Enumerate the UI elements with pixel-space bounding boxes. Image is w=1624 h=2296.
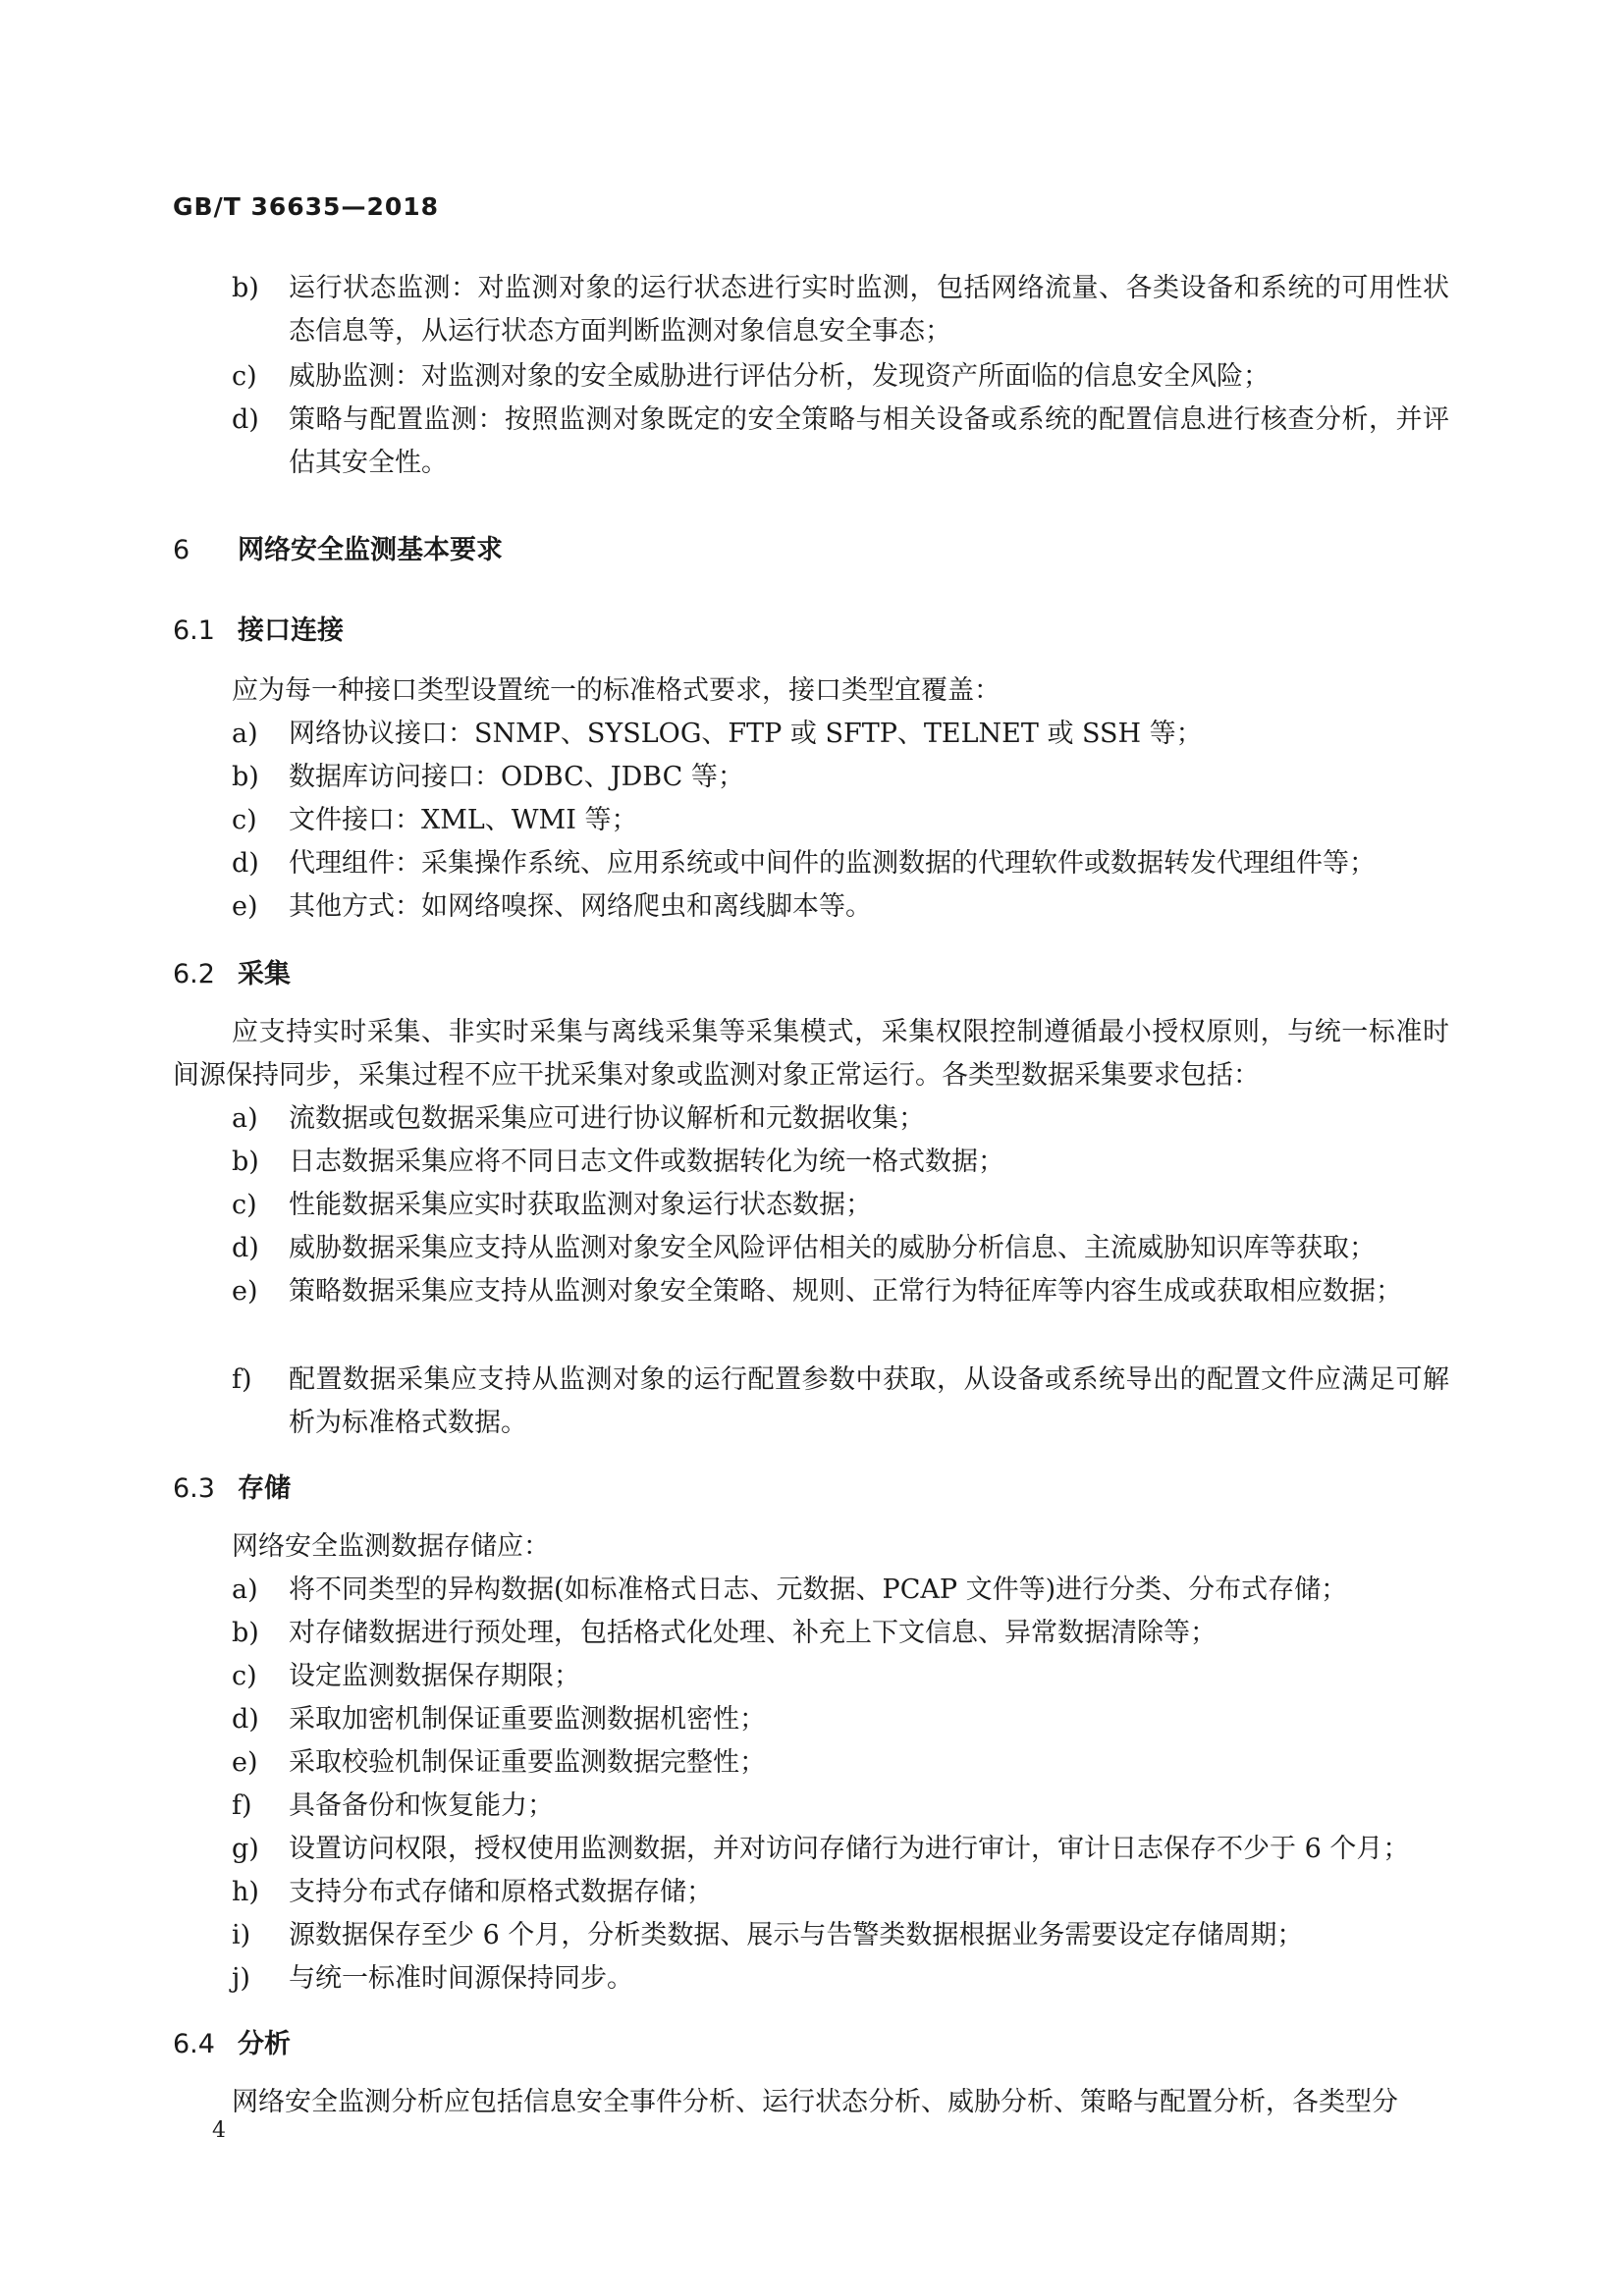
item-text: 采取加密机制保证重要监测数据机密性； <box>289 1704 766 1735</box>
item-mark: d) <box>232 1704 259 1735</box>
item-mark: f) <box>232 1364 252 1395</box>
item-text: 其他方式：如网络嗅探、网络爬虫和离线脚本等。 <box>289 891 872 922</box>
list-item <box>232 1914 1449 1957</box>
item-text: 与统一标准时间源保持同步。 <box>289 1963 633 1994</box>
list-item <box>232 1612 1449 1655</box>
list-item <box>232 1655 1449 1698</box>
item-mark: g) <box>232 1834 259 1864</box>
list-item <box>232 1871 1449 1914</box>
item-mark: e) <box>232 1747 258 1778</box>
item-mark: c) <box>232 805 257 835</box>
section-title: 采集 <box>238 959 291 989</box>
subsection-heading <box>173 1467 291 1505</box>
item-mark: a) <box>232 1575 258 1605</box>
item-text: 设置访问权限，授权使用监测数据，并对访问存储行为进行审计，审计日志保存不少于 6 个月； <box>289 1834 1410 1864</box>
item-text: 配置数据采集应支持从监测对象的运行配置参数中获取，从设备或系统导出的配置文件应满足可解析为标准格式数据。 <box>289 1364 1449 1438</box>
list-item <box>232 1785 1449 1828</box>
subsection-heading <box>173 2022 291 2060</box>
item-mark: f) <box>232 1790 252 1821</box>
item-mark: c) <box>232 361 257 392</box>
section-title: 存储 <box>238 1473 291 1504</box>
list-item <box>232 399 1449 485</box>
item-text: 策略数据采集应支持从监测对象安全策略、规则、正常行为特征库等内容生成或获取相应数据； <box>289 1276 1402 1307</box>
section-number: 6.2 <box>173 959 215 989</box>
list-item <box>232 267 1449 353</box>
list-item <box>232 799 1449 842</box>
page-number: 4 <box>212 2118 226 2143</box>
item-mark: b) <box>232 762 259 792</box>
section-number: 6.1 <box>173 615 215 646</box>
item-mark: a) <box>232 719 258 749</box>
item-text: 源数据保存至少 6 个月，分析类数据、展示与告警类数据根据业务需要设定存储周期； <box>289 1920 1304 1950</box>
list-item <box>232 713 1449 756</box>
item-text: 设定监测数据保存期限； <box>289 1661 580 1691</box>
list-item <box>232 1957 1449 2001</box>
item-text: 代理组件：采集操作系统、应用系统或中间件的监测数据的代理软件或数据转发代理组件等； <box>289 848 1376 879</box>
list-item <box>232 1141 1449 1184</box>
paragraph: 网络安全监测数据存储应： <box>232 1531 550 1562</box>
item-mark: c) <box>232 1190 257 1220</box>
item-text: 具备备份和恢复能力； <box>289 1790 554 1821</box>
item-text: 对存储数据进行预处理，包括格式化处理、补充上下文信息、异常数据清除等； <box>289 1618 1217 1648</box>
item-mark: d) <box>232 1233 259 1263</box>
item-text: 日志数据采集应将不同日志文件或数据转化为统一格式数据； <box>289 1147 1004 1177</box>
item-mark: j) <box>232 1963 250 1994</box>
list-item <box>232 1828 1449 1871</box>
item-text: 采取校验机制保证重要监测数据完整性； <box>289 1747 766 1778</box>
section-heading <box>173 528 503 566</box>
item-text: 流数据或包数据采集应可进行协议解析和元数据收集； <box>289 1103 925 1134</box>
item-text: 将不同类型的异构数据(如标准格式日志、元数据、PCAP 文件等)进行分类、分布式存储； <box>289 1575 1348 1605</box>
item-mark: h) <box>232 1877 259 1907</box>
subsection-heading <box>173 952 291 990</box>
list-item <box>232 842 1449 885</box>
list-item <box>232 1270 1449 1313</box>
item-mark: d) <box>232 848 259 879</box>
list-item <box>232 1698 1449 1741</box>
section-number: 6.4 <box>173 2029 215 2059</box>
item-text: 威胁数据采集应支持从监测对象安全风险评估相关的威胁分析信息、主流威胁知识库等获取； <box>289 1233 1376 1263</box>
list-item <box>232 1741 1449 1785</box>
list-item <box>232 1184 1449 1227</box>
item-mark: b) <box>232 1147 259 1177</box>
item-text: 策略与配置监测：按照监测对象既定的安全策略与相关设备或系统的配置信息进行核查分析，并评估其安全性。 <box>289 404 1449 478</box>
item-mark: e) <box>232 891 258 922</box>
item-mark: e) <box>232 1276 258 1307</box>
list-item <box>232 885 1449 929</box>
section-number: 6.3 <box>173 1473 215 1504</box>
list-item <box>232 1097 1449 1141</box>
section-title: 网络安全监测基本要求 <box>238 535 503 565</box>
section-number: 6 <box>173 535 190 565</box>
item-mark: d) <box>232 404 259 435</box>
paragraph: 应为每一种接口类型设置统一的标准格式要求，接口类型宜覆盖： <box>232 675 1001 706</box>
item-text: 威胁监测：对监测对象的安全威胁进行评估分析，发现资产所面临的信息安全风险； <box>289 361 1270 392</box>
list-item <box>232 1359 1449 1445</box>
list-item <box>232 1227 1449 1270</box>
list-item <box>232 756 1449 799</box>
item-mark: i) <box>232 1920 251 1950</box>
item-text: 网络协议接口：SNMP、SYSLOG、FTP 或 SFTP、TELNET 或 SSH 等； <box>289 719 1203 749</box>
item-text: 数据库访问接口：ODBC、JDBC 等； <box>289 762 744 792</box>
list-item <box>232 1569 1449 1612</box>
section-title: 分析 <box>238 2029 291 2059</box>
paragraph: 应支持实时采集、非实时采集与离线采集等采集模式，采集权限控制遵循最小授权原则，与统一标准时间源保持同步，采集过程不应干扰采集对象或监测对象正常运行。各类型数据采集要求包括： <box>173 1017 1449 1091</box>
section-title: 接口连接 <box>238 615 344 646</box>
item-mark: b) <box>232 1618 259 1648</box>
item-text: 文件接口：XML、WMI 等； <box>289 805 638 835</box>
paragraph: 网络安全监测分析应包括信息安全事件分析、运行状态分析、威胁分析、策略与配置分析，各类型分 <box>232 2087 1398 2117</box>
item-text: 支持分布式存储和原格式数据存储； <box>289 1877 713 1907</box>
item-text: 性能数据采集应实时获取监测对象运行状态数据； <box>289 1190 872 1220</box>
item-text: 运行状态监测：对监测对象的运行状态进行实时监测，包括网络流量、各类设备和系统的可用性状态信息等，从运行状态方面判断监测对象信息安全事态； <box>289 273 1449 347</box>
item-mark: c) <box>232 1661 257 1691</box>
item-mark: b) <box>232 273 259 303</box>
item-mark: a) <box>232 1103 258 1134</box>
subsection-heading <box>173 609 344 647</box>
list-item <box>232 355 1449 399</box>
document-id-header: GB/T 36635—2018 <box>173 192 440 221</box>
